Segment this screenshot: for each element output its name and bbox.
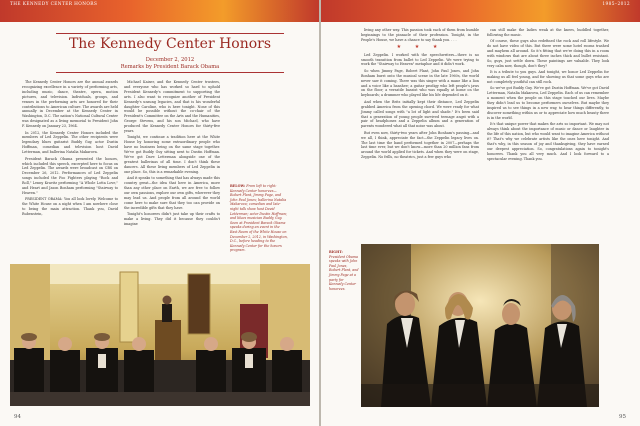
obama-zeppelin-photo (361, 244, 599, 407)
right-column-1 (361, 28, 479, 162)
speech-byline: Remarks by President Barack Obama (120, 64, 220, 70)
title-subhead (56, 57, 284, 71)
paragraph: It's that unique power that makes the arts so important. We may not always think about the importance of music or dance or laughter in the life of this nation, but who would want to imagine America without it? That's why we celebrate artists like the ones here tonight. And that's why, in this season of joy and thanksgiving, they have earned our deepest appreciation. So, congratulations again to tonight's honorees. Thank you all very much. And I look forward to a spectacular evening. Thank you. (487, 122, 609, 161)
paragraph: And when the Brits initially kept their distance, Led Zeppelin grabbed America from the opening chord. We were ready for what Jimmy called songs with "a lot of light and shade." It's been said that a generation of young people survived teenage angst with a pair of headphones and a Zeppelin album and a generation of parents wondered what all that noise was about. (361, 99, 479, 129)
right-column-2 (487, 28, 609, 163)
left-folio: 94 (14, 414, 21, 420)
paragraph: In 2012, the Kennedy Center Honors included the members of Led Zeppelin. The other recipients were legendary blues guitarist Buddy Guy, actor Dustin Hoffman, comedian and television host David Letterman, and ballerina Natalia Makarova. (22, 130, 118, 155)
left-page (0, 0, 319, 426)
right-page-banner (321, 0, 640, 22)
left-photo-caption (230, 184, 288, 253)
paragraph: can still make the ladies weak at the knees, huddled together, following the music. (487, 28, 609, 37)
paragraph: So when Jimmy Page, Robert Plant, John Paul Jones, and John Bonham burst onto the musical scene in the late 1960s, the world never saw it coming. There was this singer with a mane like a lion and a voice like a banshee; a guitar prodigy who left people's jaws on the floor; a versatile bassist who was equally at home on the keyboards; a drummer who played like his life depended on it. (361, 68, 479, 98)
right-running-head: 1985–2012 (602, 2, 630, 7)
left-page-banner (0, 0, 319, 22)
left-column-1 (22, 80, 118, 218)
paragraph: Tonight's honorees didn't just take up their crafts to make a living. They did it because they couldn't imagine (124, 212, 220, 226)
paragraph: Led Zeppelin. I worked with the speechwriters—there is no smooth transition from ballet to Led Zeppelin. We were trying to work the "Stairway to Heaven" metaphor and it didn't work. (361, 52, 479, 67)
paragraph: Of course, these guys also redefined the rock and roll lifestyle. We do not have video of this. But there were some hotel rooms trashed and mayhem all around. So it's fitting that we're doing this in a room with windows that are about three inches thick and bullet resistant. So, guys, just settle down. These paintings are valuable. They look very calm now, though, don't they? (487, 39, 609, 68)
caption-label: BELOW: (230, 184, 246, 188)
right-folio: 95 (619, 414, 626, 420)
left-running-head: THE KENNEDY CENTER HONORS (10, 2, 98, 7)
paragraph: It is a tribute to you guys. And tonight, we honor Led Zeppelin for making us all feel young, and for showing us that some guys who are not completely youthful can still rock. (487, 70, 609, 85)
right-page (321, 0, 640, 426)
paragraph: Michael Kaiser, and the Kennedy Center trustees, and everyone who has worked so hard to uphold President Kennedy's commitment to supporting the arts. I also want to recognize another of President Kennedy's unsung legacies, and that is his wonderful daughter Caroline, who is here tonight. None of this would be possible without the co-chair of the President's Committee on the Arts and the Humanities, George Stevens, and his son Michael, who have produced the Kennedy Center Honors for thirty-five years. (124, 80, 220, 134)
caption-label: RIGHT: (329, 250, 343, 254)
section-break-stars: ★ ★ ★ (396, 43, 444, 50)
caption-text: President Obama speaks with John Paul Jones, Robert Plant, and Jimmy Page at a party for Kennedy Center honorees. (329, 254, 359, 291)
left-column-2 (124, 80, 220, 228)
paragraph: President Barack Obama presented the honors, which included this speech, excerpted here to focus on Led Zeppelin. The awards were broadcast on CBS on December 26, 2012. Performances of Led Zeppelin songs included the Foo Fighters playing "Rock and Roll," Lenny Kravitz performing "A Whole Lotta Love," and Heart and Jason Bonham performing "Stairway to Heaven." (22, 156, 118, 195)
speech-date: December 2, 2012 (145, 57, 195, 63)
caption-text: From left to right: Kennedy Center honorees—Robert Plant, Jimmy Page, and John Paul Jones; ballerina Natalia Makarova; comedian and late-night talk show host David Letterman; actor Dustin Hoffman; and blues musician Buddy Guy. Seen at President Barack Obama speaks during an event in the East Room of the White House on December 2, 2012, in Washington, D.C., before heading to the Kennedy Center for the honors program. (230, 184, 288, 253)
page-title: The Kennedy Center Honors (68, 36, 272, 52)
title-top-rule (56, 33, 284, 34)
paragraph: Tonight, we continue a tradition here at the White House by honoring some extraordinary people who have no business being on the same stage together. We've got Buddy Guy sitting next to Dustin Hoffman. We've got Dave Letterman alongside one of the greatest ballerinas of all time. I don't think these dancers. All these living members of Led Zeppelin in one place. So, this is a remarkable evening. (124, 135, 220, 174)
paragraph: And it speaks to something that has always made this country great—the idea that here in America, more than any other place on Earth, we are free to follow our own passions, explore our own gifts, wherever they may lead us. And people from all around the world come here to make sure that they too can provide on the incredible gifts that they have. (124, 176, 220, 210)
right-photo-caption (329, 250, 359, 291)
paragraph: The Kennedy Center Honors are the annual awards recognizing excellence in a variety of performing arts, including music, dance, theatre, opera, motion pictures, and television. Individuals, groups, and venues in the performing arts are honored for their contributions to American culture. The awards are held annually in December at the Kennedy Center in Washington, D.C. The nation's National Cultural Center was designated as a living memorial to President John F. Kennedy on January 23, 1964. (22, 80, 118, 129)
title-bottom-rule (56, 72, 284, 73)
paragraph: So we've got Buddy Guy. We've got Dustin Hoffman. We've got David Letterman, Natalia Makarova, Led Zeppelin. Each of us can remember a moment when the people on this stage touched our lives. Maybe they didn't lead us to become performers ourselves. But maybe they inspired us to see things in a new way, to hear things differently, to discover something within us or to appreciate how much beauty there is in the world. (487, 86, 609, 120)
honorees-photo (10, 264, 310, 406)
paragraph: But even now, thirty-two years after John Bonham's passing—and we all, I think, appreciate the fact—the Zeppelin legacy lives on. The last time the band performed together in 2007—perhaps the last time ever, but we don't know—more than 20 million fans from around the world applied for tickets. And when they were on stage, Zeppelin. No frills, no theatrics, just a few guys who (361, 130, 479, 160)
paragraph: living any other way. This passion took each of them from humble beginnings to the pinnacle of their profession. Tonight, in the People's House, we have a chance to say thank you. . . . (361, 28, 479, 42)
paragraph: PRESIDENT OBAMA: You all look lovely. Welcome to the White House on a night when I am nowhere close to being the main attraction. Thank you, David Rubenstein, (22, 197, 118, 217)
